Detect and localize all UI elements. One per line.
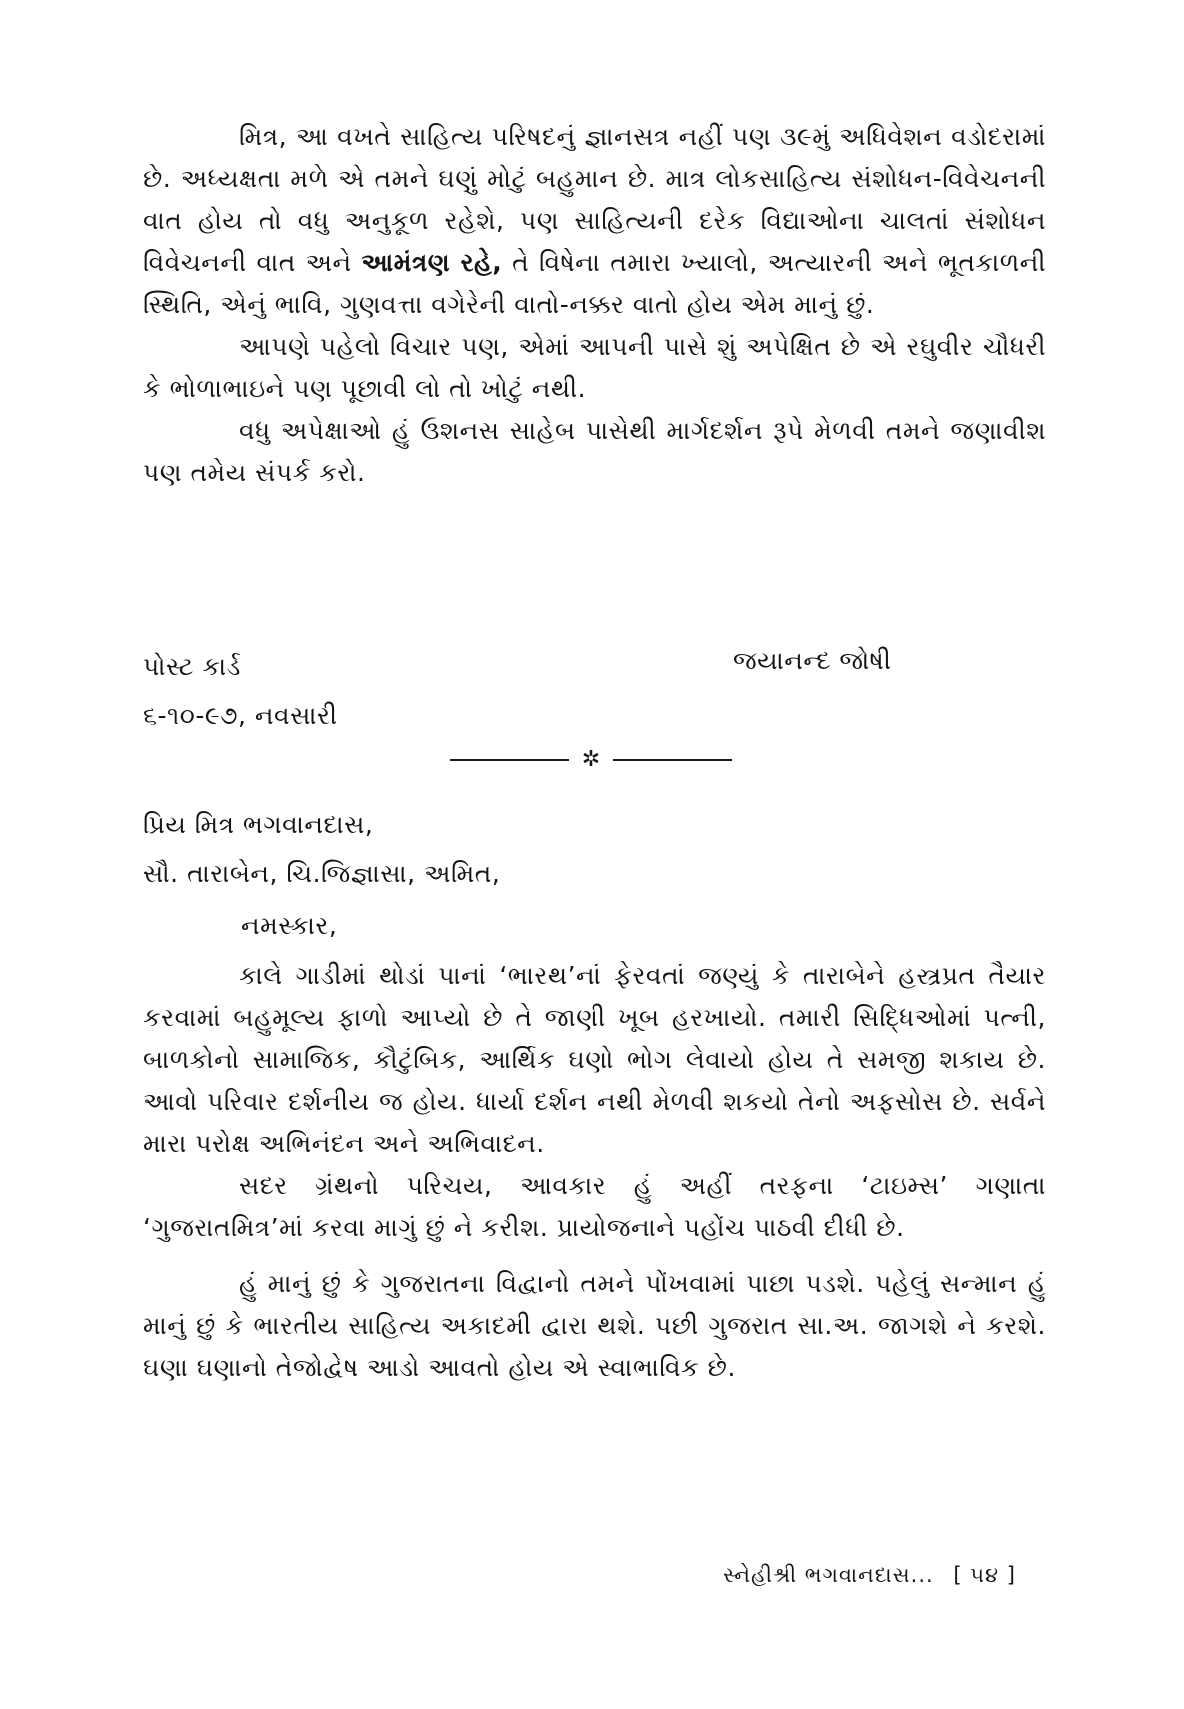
- letter2-body: [143, 955, 1046, 1389]
- letter1-paragraph1-text: મિત્ર, આ વખતે સાહિત્ય પરિષદનું જ્ઞાનસત્ર નહીં પણ ૩૯મું અધિવેશન વડોદરામાં છે. અધ્યક્ષતા મળે એ તમને ઘણું મોટું બહુમાન છે. માત્ર લોકસાહિત્ય સંશોધન-વિવેચનની વાત હોય તો વધુ અનુકૂળ રહેશે, પણ સાહિત્યની દરેક વિદ્યાઓના ચાલતાં સંશોધન વિવેચનની વાત અને: [143, 122, 1046, 277]
- letter1-paragraph1: [143, 116, 1046, 326]
- running-title: સ્નેહીશ્રી ભગવાનદાસ...: [723, 1563, 934, 1587]
- letter1-paragraph3: વધુ અપેક્ષાઓ હું ઉશનસ સાહેબ પાસેથી માર્ગદર્શન રૂપે મેળવી તમને જણાવીશ પણ તમેય સંપર્ક કરો.: [143, 416, 1046, 487]
- letter1-mode: પોસ્ટ કાર્ડ: [143, 652, 241, 681]
- page-footer: [723, 1563, 1016, 1588]
- letter2-greeting: નમસ્કાર,: [241, 911, 338, 940]
- letter1-paragraph1-rest: તે વિષેના તમારા ખ્યાલો, અત્યારની અને ભૂતકાળની સ્થિતિ, એનું ભાવિ, ગુણવત્તા વગેરેની વાતો-નક્કર વાતો હોય એમ માનું છું.: [143, 248, 1046, 319]
- separator-line-right: [613, 759, 732, 761]
- letter1-paragraph1-bold: આમંત્રણ રહે,: [361, 248, 503, 277]
- separator-line-left: [450, 759, 569, 761]
- letter2-paragraph2: સદર ગ્રંથનો પરિચય, આવકાર હું અહીં તરફના ‘ટાઇમ્સ’ ગણાતા ‘ગુજરાતમિત્ર’માં કરવા માગું છું ને કરીશ. પ્રાયોજનાને પહોંચ પાઠવી દીધી છે.: [143, 1171, 1046, 1242]
- letter1-signature: જયાનન્દ જોષી: [733, 646, 892, 675]
- letter2-salutation-line1: પ્રિય મિત્ર ભગવાનદાસ,: [143, 810, 374, 839]
- separator-ornament: ✲: [581, 747, 601, 772]
- letter2-paragraph1: કાલે ગાડીમાં થોડાં પાનાં ‘ભારથ’નાં ફેરવતાં જણ્યું કે તારાબેને હસ્ત્રપ્રત તૈયાર કરવામાં બહુમૂલ્ય ફાળો આપ્યો છે તે જાણી ખૂબ હરખાયો. તમારી સિદ્ધિઓમાં પત્ની, બાળકોનો સામાજિક, કૌટુંબિક, આર્થિક ઘણો ભોગ લેવાયો હોય તે સમજી શકાય છે. આવો પરિવાર દર્શનીય જ હોય. ધાર્યા દર્શન નથી મેળવી શકયો તેનો અફસોસ છે. સર્વને મારા પરોક્ષ અભિનંદન અને અભિવાદન.: [143, 961, 1046, 1158]
- letter2-salutation-line2: સૌ. તારાબેન, ચિ.જિજ્ઞાસા, અમિત,: [143, 859, 501, 888]
- letter1-body: [143, 116, 1046, 494]
- page-number: [ ૫૪ ]: [953, 1563, 1016, 1587]
- section-separator: [450, 748, 732, 772]
- letter1-paragraph2: આપણે પહેલો વિચાર પણ, એમાં આપની પાસે શું અપેક્ષિત છે એ રઘુવીર ચૌધરી કે ભોળાભાઇને પણ પૂછાવી લો તો ખોટું નથી.: [143, 332, 1046, 403]
- letter2-paragraph3: હું માનું છું કે ગુજરાતના વિદ્વાનો તમને પોંખવામાં પાછા પડશે. પહેલું સન્માન હું માનું છું કે ભારતીય સાહિત્ય અકાદમી દ્વારા થશે. પછી ગુજરાત સા.અ. જાગશે ને કરશે. ઘણા ઘણાનો તેજોદ્વેષ આડો આવતો હોય એ સ્વાભાવિક છે.: [143, 1269, 1046, 1382]
- letter1-date-place: ૬-૧૦-૯૭, નવસારી: [143, 701, 338, 730]
